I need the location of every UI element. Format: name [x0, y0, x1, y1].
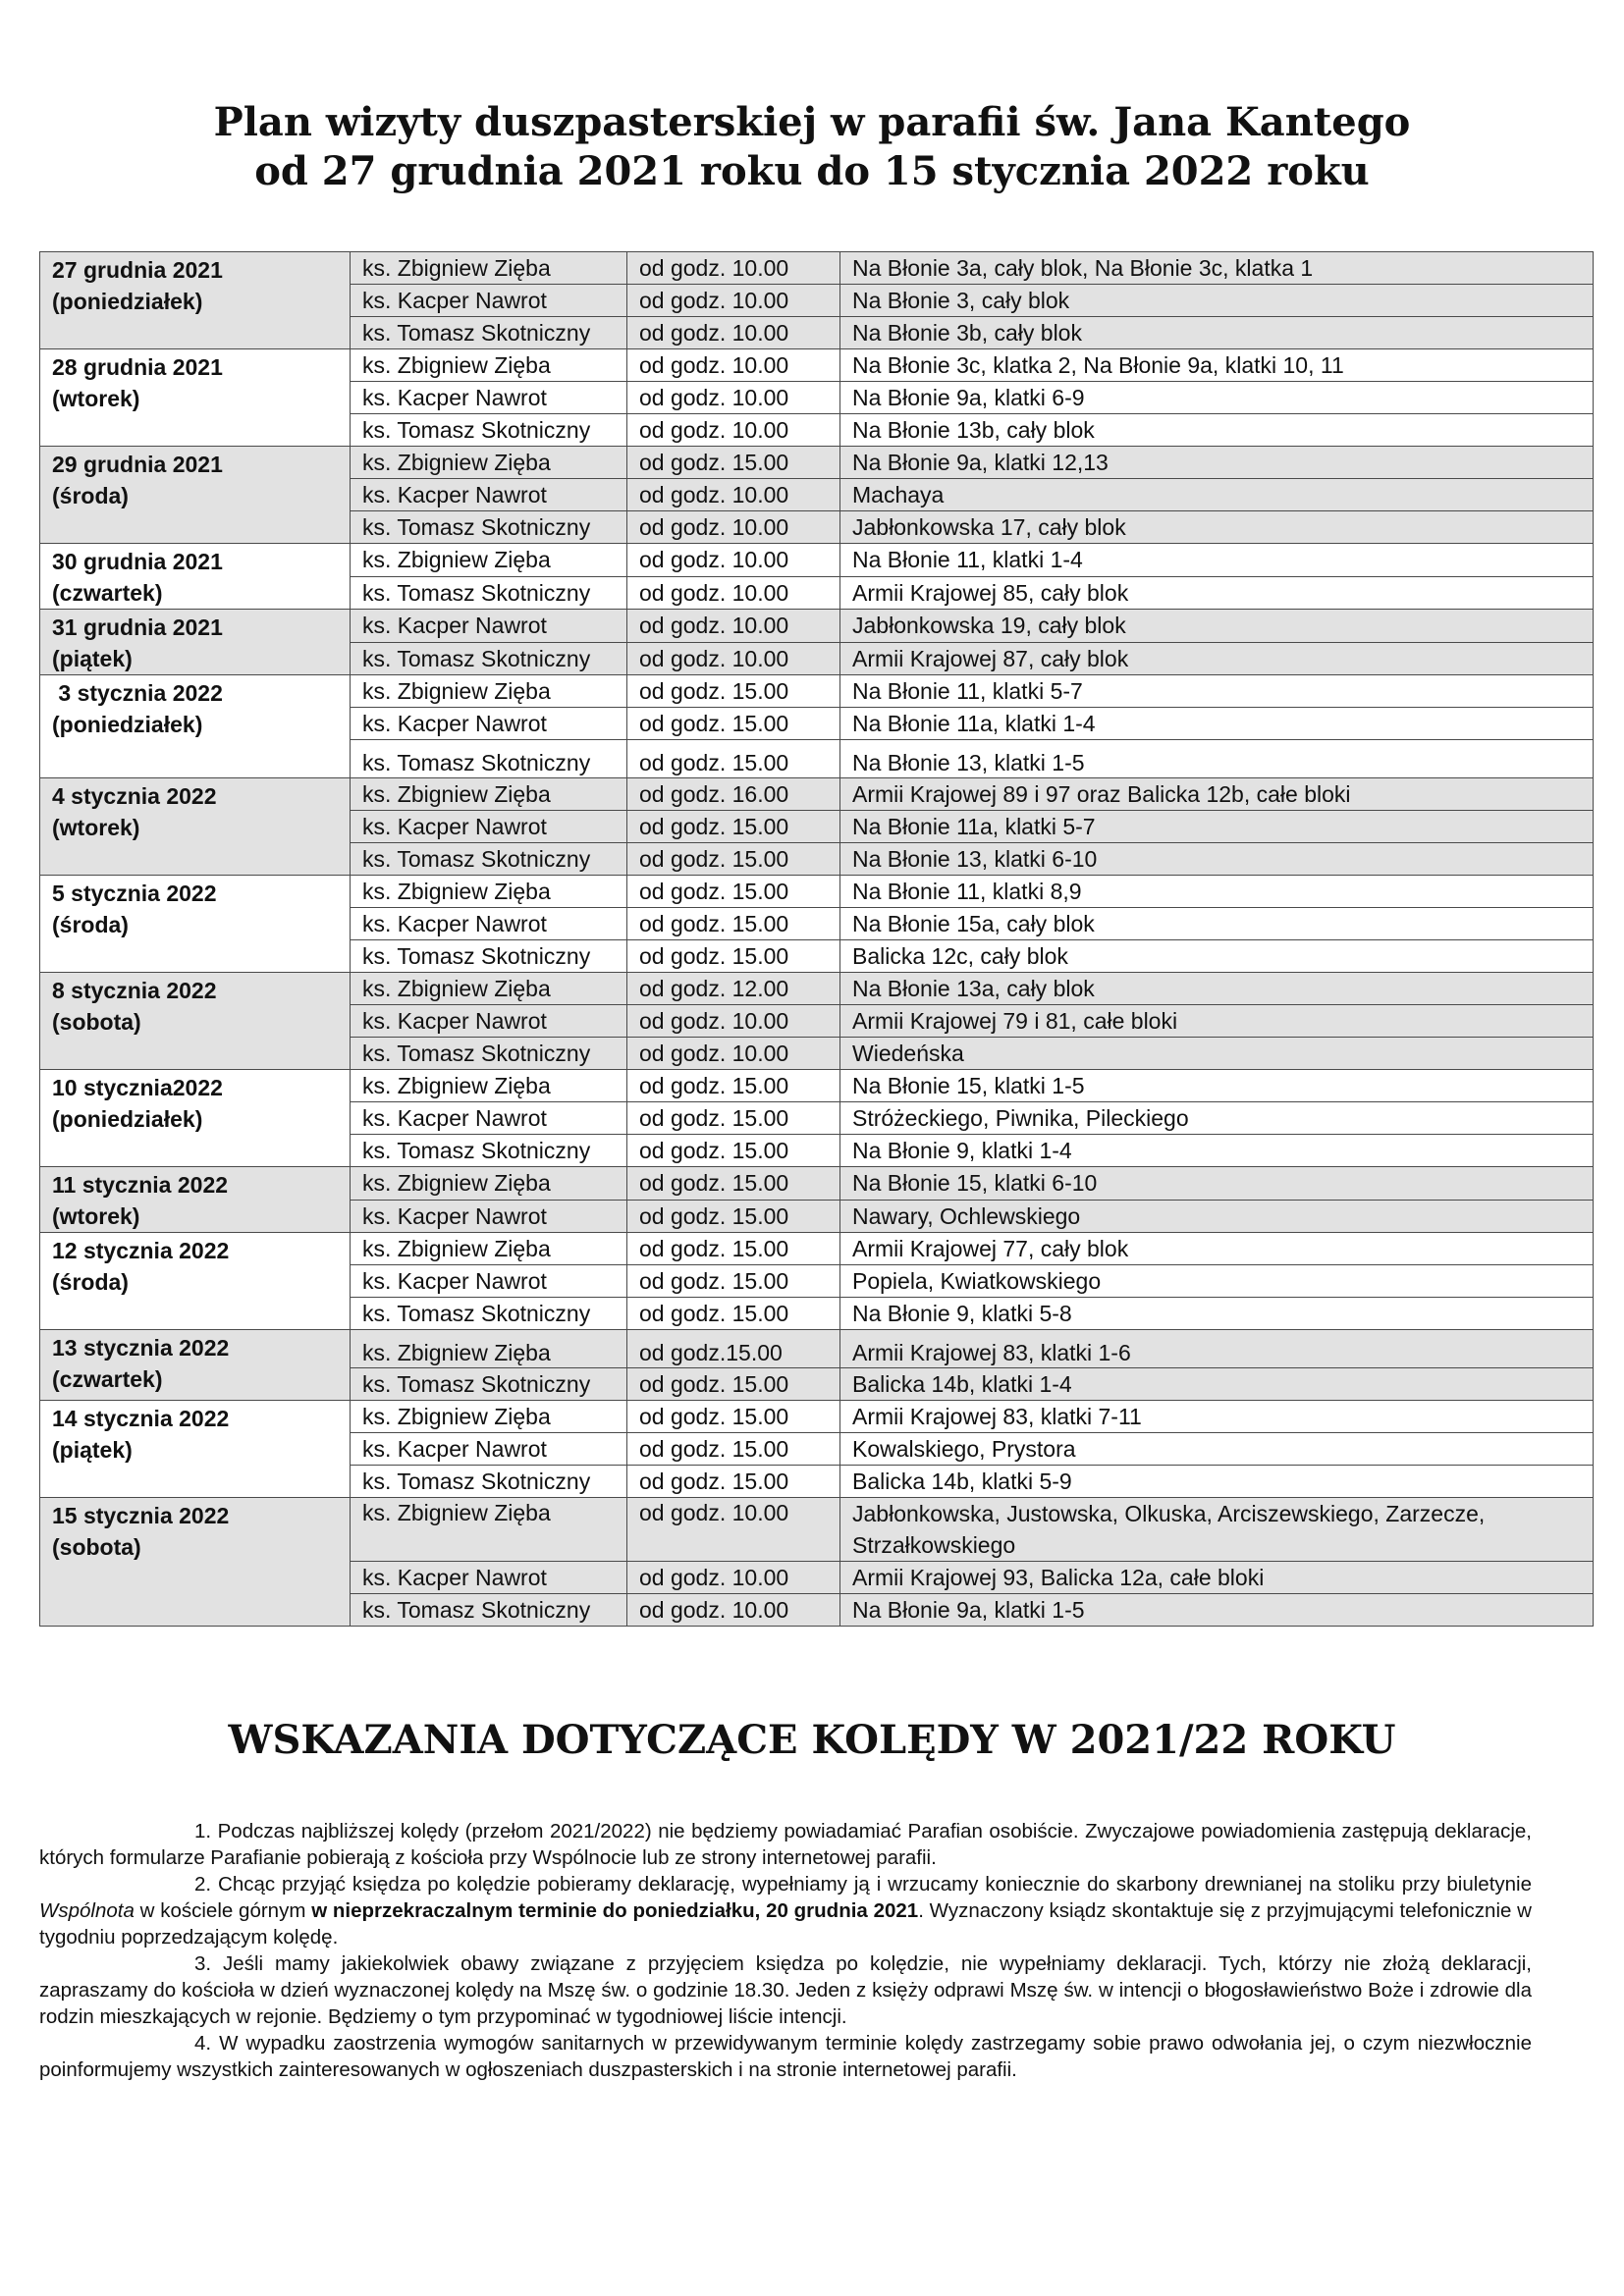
visit-date-cell [40, 1070, 351, 1167]
visit-time: od godz. 10.00 [627, 610, 840, 643]
visit-location: Na Błonie 11, klatki 5-7 [840, 675, 1594, 708]
visit-location: Na Błonie 9a, klatki 6-9 [840, 382, 1594, 414]
schedule-row [40, 349, 1594, 382]
visit-location: Na Błonie 3, cały blok [840, 285, 1594, 317]
priest-name: ks. Zbigniew Zięba [351, 675, 627, 708]
guideline-2-italic: Wspólnota [39, 1899, 135, 1922]
visit-date-cell [40, 675, 351, 778]
visit-location: Armii Krajowej 85, cały blok [840, 576, 1594, 610]
visit-date: 11 stycznia 2022 [52, 1172, 229, 1198]
priest-name: ks. Tomasz Skotniczny [351, 1038, 627, 1070]
visit-time: od godz. 15.00 [627, 1368, 840, 1401]
visit-location: Jabłonkowska, Justowska, Olkuska, Arciszewskiego, Zarzecze, Strzałkowskiego [840, 1498, 1594, 1562]
visit-location: Armii Krajowej 93, Balicka 12a, całe bloki [840, 1562, 1594, 1594]
priest-name: ks. Kacper Nawrot [351, 1200, 627, 1233]
visit-location: Na Błonie 11, klatki 8,9 [840, 876, 1594, 908]
visit-time: od godz. 15.00 [627, 1298, 840, 1330]
schedule-row [40, 778, 1594, 811]
guideline-2 [39, 1871, 1532, 1950]
visit-weekday: (poniedziałek) [52, 289, 203, 314]
visit-date: 3 stycznia 2022 [52, 680, 223, 706]
visit-time: od godz. 10.00 [627, 544, 840, 577]
visit-location: Na Błonie 3a, cały blok, Na Błonie 3c, klatka 1 [840, 252, 1594, 285]
priest-name: ks. Zbigniew Zięba [351, 778, 627, 811]
visit-location: Na Błonie 13b, cały blok [840, 414, 1594, 447]
visit-date: 8 stycznia 2022 [52, 978, 217, 1003]
priest-name: ks. Zbigniew Zięba [351, 973, 627, 1005]
visit-date-cell [40, 973, 351, 1070]
visit-time: od godz. 15.00 [627, 1466, 840, 1498]
visit-time: od godz. 15.00 [627, 740, 840, 778]
visit-location: Balicka 12c, cały blok [840, 940, 1594, 973]
visit-time: od godz. 10.00 [627, 349, 840, 382]
visit-location: Na Błonie 15, klatki 6-10 [840, 1167, 1594, 1201]
priest-name: ks. Zbigniew Zięba [351, 1330, 627, 1368]
visit-date-cell [40, 1233, 351, 1330]
priest-name: ks. Tomasz Skotniczny [351, 1135, 627, 1167]
visit-date-cell [40, 778, 351, 876]
visit-date-cell [40, 1401, 351, 1498]
visit-location: Armii Krajowej 89 i 97 oraz Balicka 12b, całe bloki [840, 778, 1594, 811]
visit-weekday: (czwartek) [52, 580, 163, 606]
schedule-row [40, 1401, 1594, 1433]
guideline-2-part-a: 2. Chcąc przyjąć księdza po kolędzie pobieramy deklarację, wypełniamy ją i wrzucamy koniecznie do skarbony drewnianej na stoliku przy biuletynie [194, 1873, 1532, 1896]
visit-location: Na Błonie 9a, klatki 1-5 [840, 1594, 1594, 1627]
guideline-3: 3. Jeśli mamy jakiekolwiek obawy związane z przyjęciem księdza po kolędzie, nie wypełniamy deklaracji. Tych, którzy nie złożą deklaracji, zapraszamy do kościoła w dzień wyznaczonej kolędy na Mszę św. o godzinie 18.30. Jeden z księży odprawi Mszę św. w intencji o błogosławieństwo Boże i zdrowie dla rodzin mieszkających w rejonie. Będziemy o tym przypominać w tygodniowej liście intencji. [39, 1952, 1532, 2028]
visit-weekday: (poniedziałek) [52, 712, 203, 737]
schedule-row [40, 973, 1594, 1005]
priest-name: ks. Kacper Nawrot [351, 1433, 627, 1466]
priest-name: ks. Zbigniew Zięba [351, 876, 627, 908]
visit-time: od godz. 10.00 [627, 382, 840, 414]
schedule-row [40, 1070, 1594, 1102]
visit-location: Wiedeńska [840, 1038, 1594, 1070]
schedule-row [40, 675, 1594, 708]
priest-name: ks. Zbigniew Zięba [351, 1401, 627, 1433]
visit-time: od godz. 15.00 [627, 908, 840, 940]
visit-time: od godz. 10.00 [627, 576, 840, 610]
visit-date: 31 grudnia 2021 [52, 614, 223, 640]
visit-time: od godz. 10.00 [627, 414, 840, 447]
visit-time: od godz. 15.00 [627, 708, 840, 740]
visit-time: od godz. 15.00 [627, 843, 840, 876]
visit-weekday: (piątek) [52, 1437, 133, 1463]
priest-name: ks. Kacper Nawrot [351, 1005, 627, 1038]
schedule-row [40, 610, 1594, 643]
visit-weekday: (poniedziałek) [52, 1106, 203, 1132]
visit-date: 4 stycznia 2022 [52, 783, 217, 809]
priest-name: ks. Kacper Nawrot [351, 479, 627, 511]
visit-time: od godz. 15.00 [627, 940, 840, 973]
visit-location: Stróżeckiego, Piwnika, Pileckiego [840, 1102, 1594, 1135]
schedule-row [40, 1167, 1594, 1201]
guideline-4: 4. W wypadku zaostrzenia wymogów sanitarnych w przewidywanym terminie kolędy zastrzegamy sobie prawo odwołania jej, o czym niezwłocznie poinformujemy wszystkich zainteresowanych w ogłoszeniach duszpasterskich i na stronie internetowej parafii. [39, 2032, 1532, 2081]
visit-weekday: (czwartek) [52, 1366, 163, 1392]
visit-schedule-table [39, 251, 1594, 1627]
visit-location: Armii Krajowej 77, cały blok [840, 1233, 1594, 1265]
visit-time: od godz. 15.00 [627, 1433, 840, 1466]
visit-location: Armii Krajowej 83, klatki 7-11 [840, 1401, 1594, 1433]
guidelines-text [39, 1818, 1532, 2083]
visit-time: od godz. 15.00 [627, 1135, 840, 1167]
visit-time: od godz. 10.00 [627, 1038, 840, 1070]
visit-date: 27 grudnia 2021 [52, 257, 223, 283]
title-line-1: Plan wizyty duszpasterskiej w parafii św. Jana Kantego [213, 99, 1411, 145]
visit-time: od godz. 15.00 [627, 1401, 840, 1433]
visit-time: od godz. 15.00 [627, 1265, 840, 1298]
visit-location: Jabłonkowska 17, cały blok [840, 511, 1594, 544]
visit-date: 5 stycznia 2022 [52, 881, 217, 906]
priest-name: ks. Tomasz Skotniczny [351, 576, 627, 610]
visit-time: od godz. 10.00 [627, 317, 840, 349]
priest-name: ks. Kacper Nawrot [351, 610, 627, 643]
visit-location: Nawary, Ochlewskiego [840, 1200, 1594, 1233]
visit-location: Na Błonie 13, klatki 6-10 [840, 843, 1594, 876]
visit-weekday: (wtorek) [52, 815, 140, 840]
visit-date-cell [40, 349, 351, 447]
visit-location: Na Błonie 9, klatki 5-8 [840, 1298, 1594, 1330]
visit-location: Na Błonie 11a, klatki 1-4 [840, 708, 1594, 740]
visit-time: od godz. 10.00 [627, 285, 840, 317]
visit-date: 29 grudnia 2021 [52, 452, 223, 477]
visit-location: Machaya [840, 479, 1594, 511]
visit-time: od godz. 10.00 [627, 1594, 840, 1627]
document-title [0, 98, 1624, 196]
visit-location: Armii Krajowej 83, klatki 1-6 [840, 1330, 1594, 1368]
visit-location: Na Błonie 13, klatki 1-5 [840, 740, 1594, 778]
visit-time: od godz. 15.00 [627, 1167, 840, 1201]
visit-date-cell [40, 1498, 351, 1627]
visit-time: od godz. 12.00 [627, 973, 840, 1005]
schedule-row [40, 876, 1594, 908]
visit-date-cell [40, 447, 351, 544]
priest-name: ks. Kacper Nawrot [351, 285, 627, 317]
priest-name: ks. Zbigniew Zięba [351, 1070, 627, 1102]
visit-weekday: (wtorek) [52, 1203, 140, 1229]
guideline-2-part-b: w kościele górnym [134, 1899, 312, 1922]
visit-date: 14 stycznia 2022 [52, 1406, 230, 1431]
visit-location: Armii Krajowej 79 i 81, całe bloki [840, 1005, 1594, 1038]
visit-weekday: (środa) [52, 483, 129, 508]
visit-location: Na Błonie 9a, klatki 12,13 [840, 447, 1594, 479]
visit-location: Jabłonkowska 19, cały blok [840, 610, 1594, 643]
visit-date-cell [40, 876, 351, 973]
visit-time: od godz.15.00 [627, 1330, 840, 1368]
title-line-2: od 27 grudnia 2021 roku do 15 stycznia 2022 roku [254, 148, 1370, 194]
priest-name: ks. Kacper Nawrot [351, 1562, 627, 1594]
visit-location: Na Błonie 15, klatki 1-5 [840, 1070, 1594, 1102]
guideline-2-part-c: . Wyznaczony ksiądz skontaktuje się z przyjmującymi telefonicznie w tygodniu poprzedzającym kolędę. [39, 1899, 1532, 1949]
priest-name: ks. Kacper Nawrot [351, 908, 627, 940]
priest-name: ks. Tomasz Skotniczny [351, 740, 627, 778]
priest-name: ks. Zbigniew Zięba [351, 349, 627, 382]
priest-name: ks. Kacper Nawrot [351, 1265, 627, 1298]
guideline-2-deadline: w nieprzekraczalnym terminie do poniedziałku, 20 grudnia 2021 [311, 1899, 919, 1922]
priest-name: ks. Kacper Nawrot [351, 382, 627, 414]
visit-date-cell [40, 544, 351, 610]
priest-name: ks. Kacper Nawrot [351, 708, 627, 740]
visit-weekday: (środa) [52, 912, 129, 937]
visit-time: od godz. 15.00 [627, 1233, 840, 1265]
visit-weekday: (środa) [52, 1269, 129, 1295]
visit-time: od godz. 15.00 [627, 675, 840, 708]
visit-weekday: (sobota) [52, 1009, 141, 1035]
schedule-row [40, 1498, 1594, 1562]
visit-time: od godz. 10.00 [627, 642, 840, 675]
priest-name: ks. Zbigniew Zięba [351, 1498, 627, 1562]
priest-name: ks. Tomasz Skotniczny [351, 1368, 627, 1401]
visit-location: Na Błonie 3c, klatka 2, Na Błonie 9a, klatki 10, 11 [840, 349, 1594, 382]
visit-date: 10 stycznia2022 [52, 1075, 223, 1100]
visit-time: od godz. 15.00 [627, 1200, 840, 1233]
visit-location: Balicka 14b, klatki 5-9 [840, 1466, 1594, 1498]
visit-location: Popiela, Kwiatkowskiego [840, 1265, 1594, 1298]
visit-location: Na Błonie 9, klatki 1-4 [840, 1135, 1594, 1167]
priest-name: ks. Zbigniew Zięba [351, 544, 627, 577]
visit-time: od godz. 10.00 [627, 1498, 840, 1562]
priest-name: ks. Tomasz Skotniczny [351, 1594, 627, 1627]
schedule-row [40, 447, 1594, 479]
visit-time: od godz. 10.00 [627, 1005, 840, 1038]
visit-date-cell [40, 1167, 351, 1233]
priest-name: ks. Tomasz Skotniczny [351, 511, 627, 544]
visit-time: od godz. 10.00 [627, 479, 840, 511]
priest-name: ks. Zbigniew Zięba [351, 1233, 627, 1265]
visit-weekday: (wtorek) [52, 386, 140, 411]
priest-name: ks. Kacper Nawrot [351, 1102, 627, 1135]
priest-name: ks. Tomasz Skotniczny [351, 414, 627, 447]
priest-name: ks. Tomasz Skotniczny [351, 843, 627, 876]
priest-name: ks. Kacper Nawrot [351, 811, 627, 843]
guidelines-heading: WSKAZANIA DOTYCZĄCE KOLĘDY W 2021/22 ROKU [228, 1717, 1396, 1763]
visit-date: 13 stycznia 2022 [52, 1335, 230, 1361]
visit-time: od godz. 10.00 [627, 252, 840, 285]
visit-date-cell [40, 1330, 351, 1401]
visit-location: Kowalskiego, Prystora [840, 1433, 1594, 1466]
visit-date-cell [40, 610, 351, 675]
visit-time: od godz. 15.00 [627, 876, 840, 908]
visit-date: 15 stycznia 2022 [52, 1503, 230, 1528]
schedule-row [40, 544, 1594, 577]
visit-time: od godz. 15.00 [627, 447, 840, 479]
priest-name: ks. Tomasz Skotniczny [351, 940, 627, 973]
visit-location: Na Błonie 11a, klatki 5-7 [840, 811, 1594, 843]
visit-time: od godz. 15.00 [627, 1102, 840, 1135]
schedule-row [40, 252, 1594, 285]
visit-location: Na Błonie 3b, cały blok [840, 317, 1594, 349]
priest-name: ks. Tomasz Skotniczny [351, 317, 627, 349]
visit-time: od godz. 15.00 [627, 1070, 840, 1102]
priest-name: ks. Zbigniew Zięba [351, 1167, 627, 1201]
priest-name: ks. Tomasz Skotniczny [351, 1466, 627, 1498]
visit-location: Balicka 14b, klatki 1-4 [840, 1368, 1594, 1401]
priest-name: ks. Tomasz Skotniczny [351, 1298, 627, 1330]
guideline-1: 1. Podczas najbliższej kolędy (przełom 2021/2022) nie będziemy powiadamiać Parafian osobiście. Zwyczajowe powiadomienia zastępują deklaracje, których formularze Parafianie pobierają z kościoła przy Wspólnocie lub ze strony internetowej parafii. [39, 1820, 1532, 1869]
visit-date: 28 grudnia 2021 [52, 354, 223, 380]
schedule-row [40, 1330, 1594, 1368]
visit-time: od godz. 16.00 [627, 778, 840, 811]
visit-weekday: (sobota) [52, 1534, 141, 1560]
visit-location: Na Błonie 15a, cały blok [840, 908, 1594, 940]
schedule-body [40, 252, 1594, 1627]
visit-date: 30 grudnia 2021 [52, 549, 223, 574]
priest-name: ks. Tomasz Skotniczny [351, 642, 627, 675]
visit-weekday: (piątek) [52, 646, 133, 671]
visit-location: Armii Krajowej 87, cały blok [840, 642, 1594, 675]
visit-date-cell [40, 252, 351, 349]
visit-date: 12 stycznia 2022 [52, 1238, 230, 1263]
visit-time: od godz. 15.00 [627, 811, 840, 843]
schedule-row [40, 1233, 1594, 1265]
visit-location: Na Błonie 11, klatki 1-4 [840, 544, 1594, 577]
priest-name: ks. Zbigniew Zięba [351, 252, 627, 285]
priest-name: ks. Zbigniew Zięba [351, 447, 627, 479]
visit-location: Na Błonie 13a, cały blok [840, 973, 1594, 1005]
visit-time: od godz. 10.00 [627, 511, 840, 544]
visit-time: od godz. 10.00 [627, 1562, 840, 1594]
